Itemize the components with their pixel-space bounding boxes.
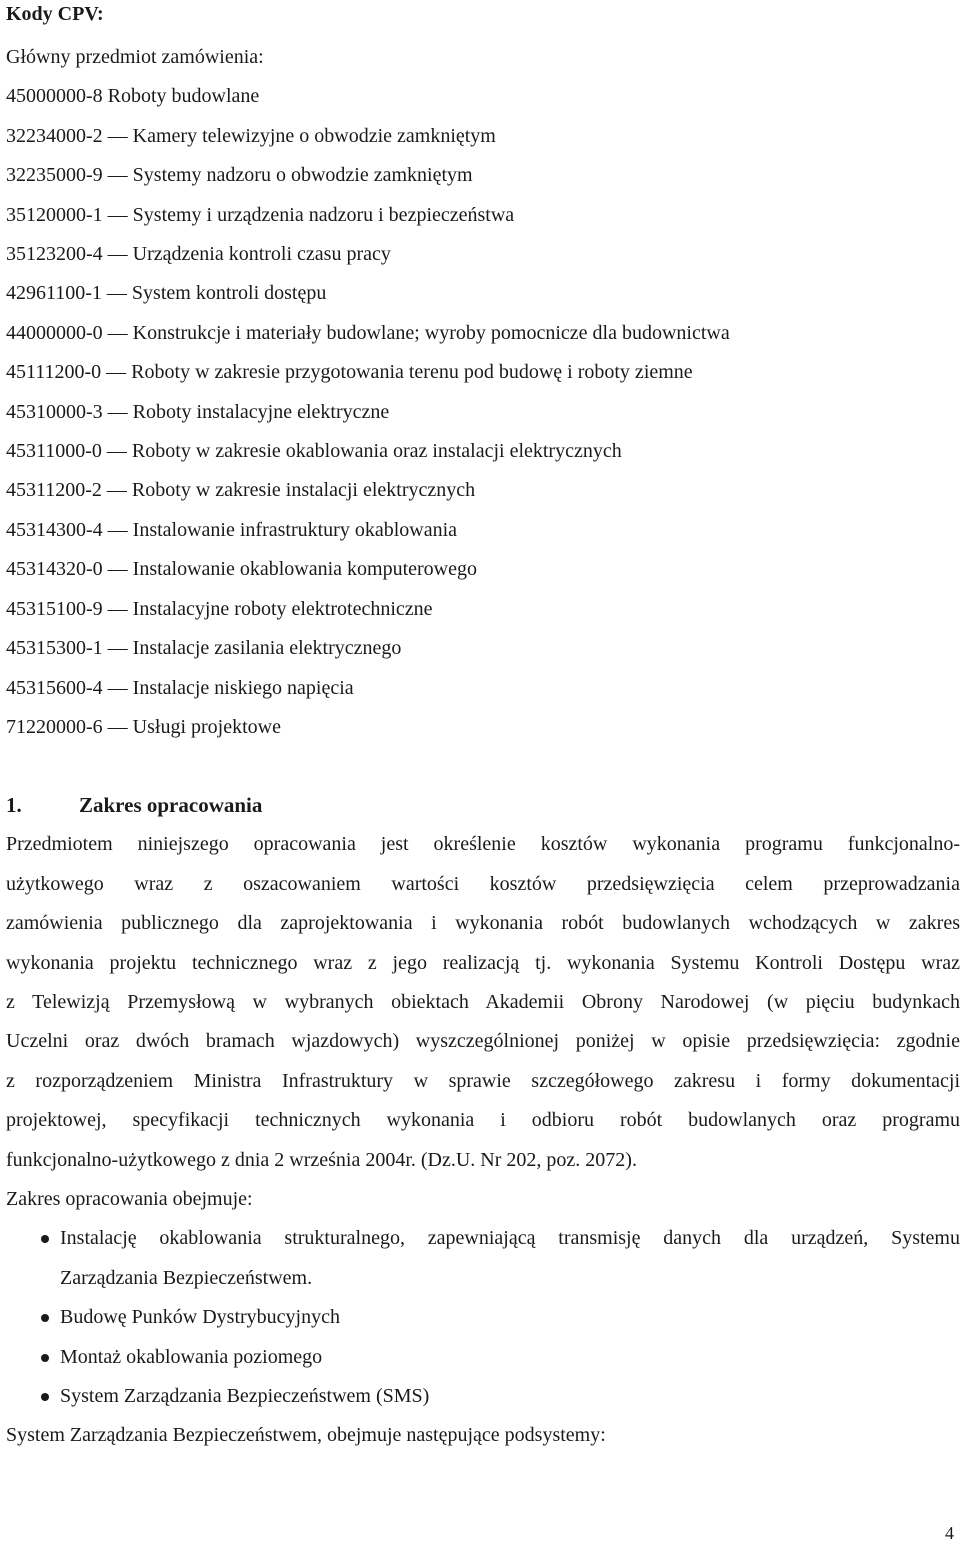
cpv-code-line: 45310000-3 — Roboty instalacyjne elektryczne [6,400,390,423]
bullet-item [6,1219,960,1298]
bullet-text: System Zarządzania Bezpieczeństwem (SMS) [60,1385,430,1407]
main-subject-label: Główny przedmiot zamówienia: [6,46,264,68]
paragraph-line: użytkowego wraz z oszacowaniem wartości kosztów przedsięwzięcia celem przeprowadzania [6,872,960,895]
cpv-code-line: 45315300-1 — Instalacje zasilania elektrycznego [6,637,402,660]
section-number: 1. [6,793,22,818]
cpv-code-line: 35123200-4 — Urządzenia kontroli czasu pracy [6,243,391,266]
cpv-code-line: 32235000-9 — Systemy nadzoru o obwodzie zamkniętym [6,164,473,187]
page-number: 4 [945,1523,954,1543]
cpv-code-line: 45315600-4 — Instalacje niskiego napięcia [6,676,354,699]
document-page [6,0,960,1456]
scope-intro: Zakres opracowania obejmuje: [6,1187,253,1210]
paragraph-line: wykonania projektu technicznego wraz z jego realizacją tj. wykonania Systemu Kontroli Dostępu wraz [6,951,960,974]
cpv-code-line: 45311000-0 — Roboty w zakresie okablowania oraz instalacji elektrycznych [6,440,622,463]
paragraph-line: z Telewizją Przemysłową w wybranych obiektach Akademii Obrony Narodowej (w pięciu budynkach [6,990,960,1013]
paragraph-line: Przedmiotem niniejszego opracowania jest określenie kosztów wykonania programu funkcjonalno- [6,833,960,856]
closing-line: System Zarządzania Bezpieczeństwem, obejmuje następujące podsystemy: [6,1424,606,1447]
bullet-text: Zarządzania Bezpieczeństwem. [60,1266,313,1289]
cpv-code-line: 44000000-0 — Konstrukcje i materiały budowlane; wyroby pomocnicze dla budownictwa [6,321,730,344]
bullet-icon [41,1393,49,1401]
paragraph-line: projektowej, specyfikacji technicznych wykonania i odbioru robót budowlanych oraz programu [6,1109,960,1132]
cpv-code-line: 45315100-9 — Instalacyjne roboty elektrotechniczne [6,597,433,620]
main-cpv-code: 45000000-8 Roboty budowlane [6,85,260,108]
section-title-text: Zakres opracowania [79,793,263,818]
bullet-icon [41,1235,49,1243]
cpv-code-line: 35120000-1 — Systemy i urządzenia nadzoru i bezpieczeństwa [6,203,515,226]
cpv-list [6,38,960,747]
cpv-code-line: 45314300-4 — Instalowanie infrastruktury okablowania [6,518,458,541]
scope-bullet-list [6,1219,960,1416]
scope-paragraph [6,825,960,1180]
bullet-text: Instalację okablowania strukturalnego, zapewniającą transmisję danych dla urządzeń, Systemu [60,1227,960,1250]
cpv-code-line: 45111200-0 — Roboty w zakresie przygotowania terenu pod budowę i roboty ziemne [6,361,693,384]
bullet-icon [41,1314,49,1322]
bullet-icon [41,1354,49,1362]
bullet-item [6,1298,960,1337]
bullet-item [6,1377,960,1416]
paragraph-line: zamówienia publicznego dla zaprojektowania i wykonania robót budowlanych wchodzących w zakres [6,912,960,935]
bullet-text: Montaż okablowania poziomego [60,1345,323,1368]
cpv-heading: Kody CPV: [6,3,104,25]
cpv-code-line: 71220000-6 — Usługi projektowe [6,715,281,738]
bullet-text: Budowę Punków Dystrybucyjnych [60,1306,340,1329]
cpv-code-line: 32234000-2 — Kamery telewizyjne o obwodzie zamkniętym [6,124,496,147]
paragraph-line: funkcjonalno-użytkowego z dnia 2 września 2004r. (Dz.U. Nr 202, poz. 2072). [6,1148,637,1171]
bullet-item [6,1338,960,1377]
cpv-code-line: 45311200-2 — Roboty w zakresie instalacji elektrycznych [6,479,476,502]
cpv-code-line: 42961100-1 — System kontroli dostępu [6,282,327,305]
paragraph-line: z rozporządzeniem Ministra Infrastruktury w sprawie szczegółowego zakresu i formy dokumentacji [6,1069,960,1092]
paragraph-line: Uczelni oraz dwóch bramach wjazdowych) wyszczególnionej poniżej w opisie przedsięwzięcia: zgodnie [6,1030,960,1053]
cpv-code-lines [6,117,960,748]
section-title [6,785,960,825]
cpv-code-line: 45314320-0 — Instalowanie okablowania komputerowego [6,558,478,581]
